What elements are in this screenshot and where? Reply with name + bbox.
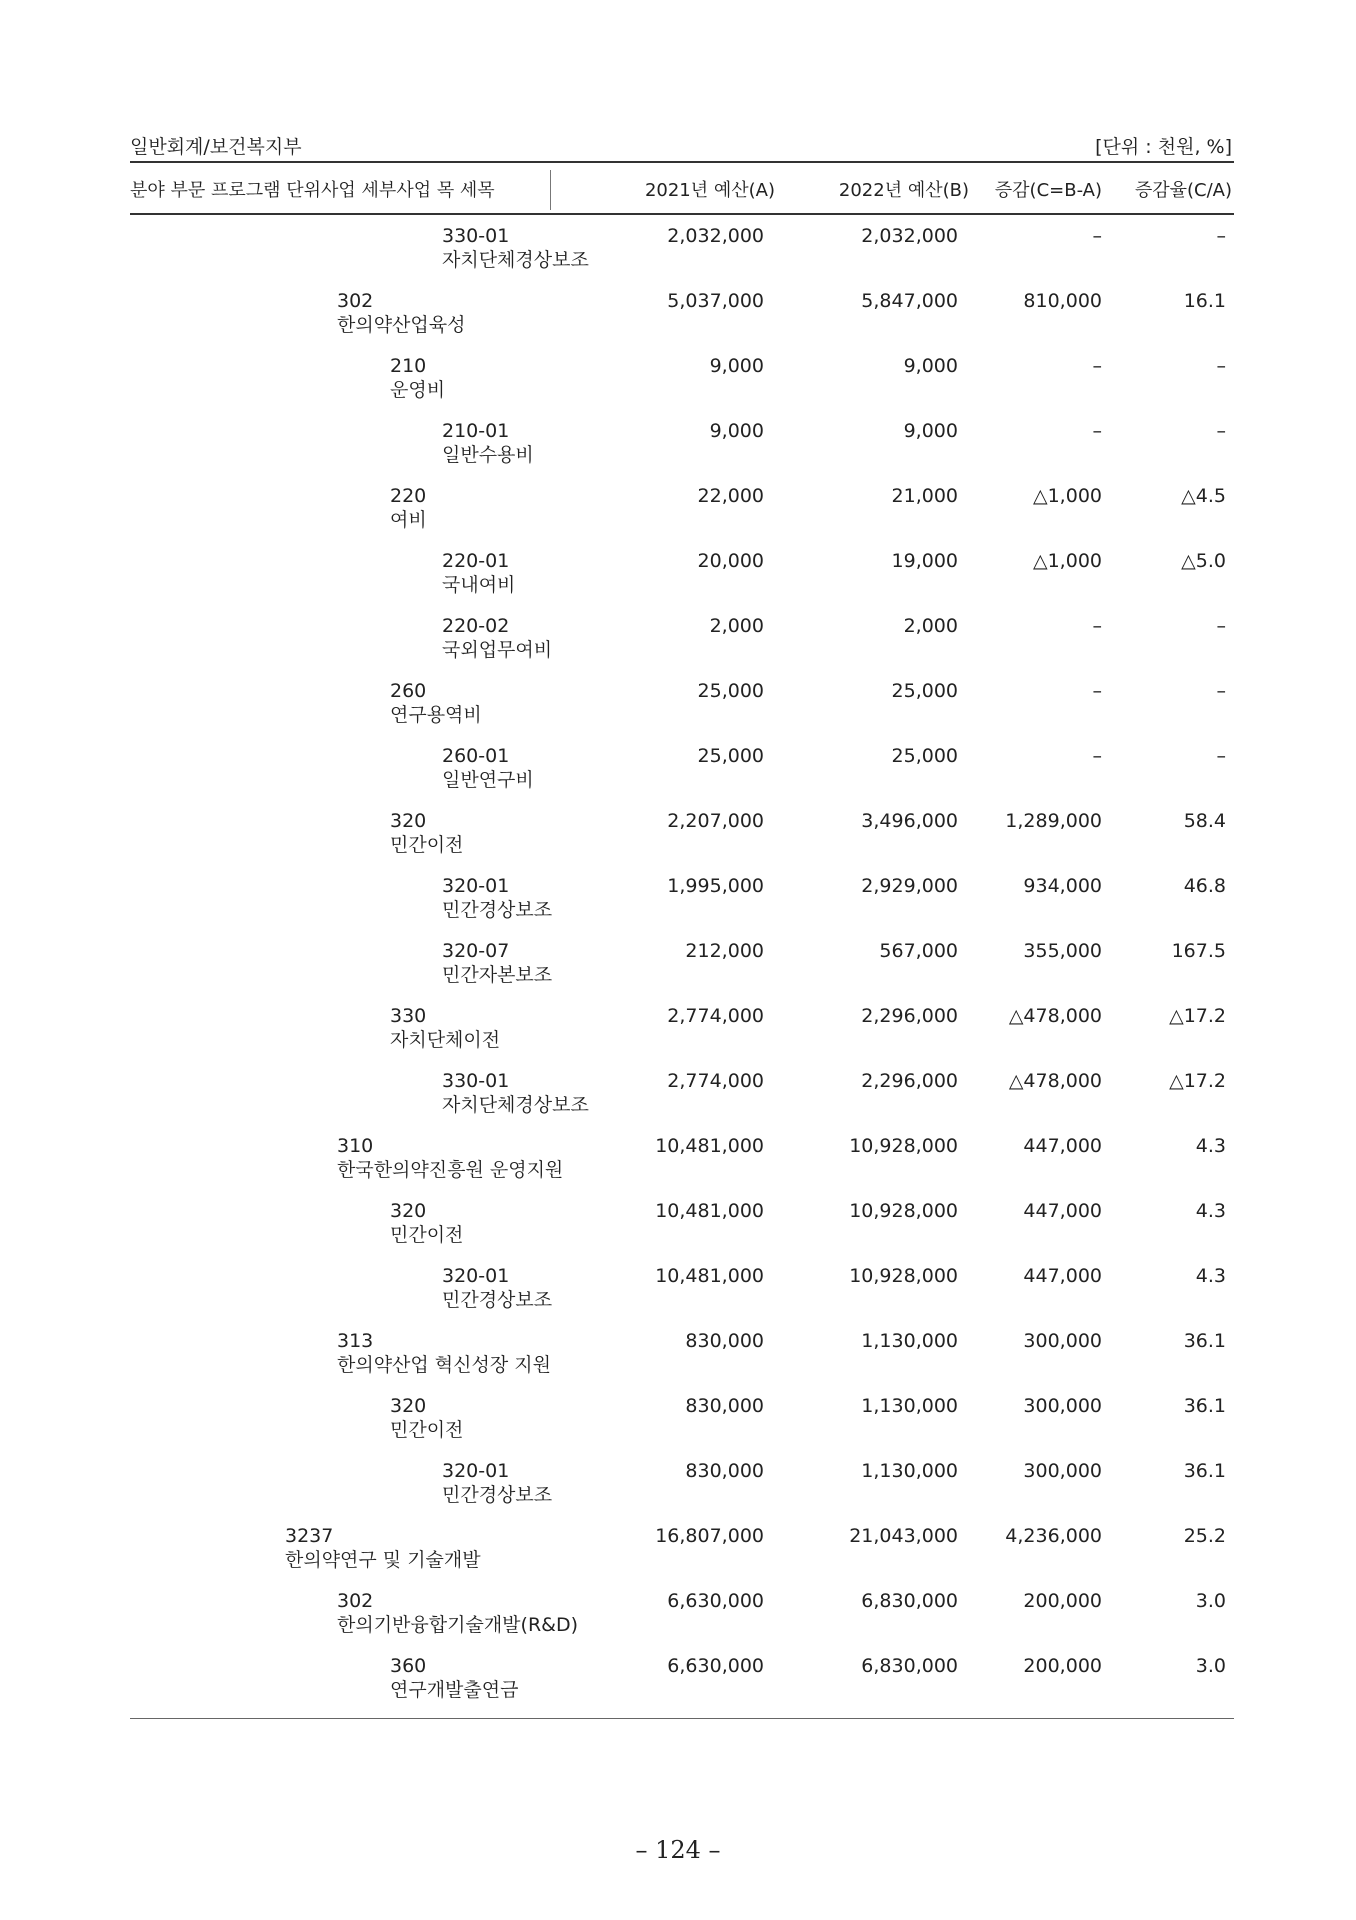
table-row	[0, 1460, 1356, 1520]
rate-cell: –	[1216, 615, 1226, 637]
budget-2022-cell: 9,000	[903, 420, 958, 442]
table-row	[0, 355, 1356, 415]
rate-cell: 36.1	[1183, 1395, 1226, 1417]
budget-2021-cell: 2,032,000	[667, 225, 764, 247]
page-number: – 124 –	[635, 1836, 721, 1864]
item-label: 국내여비	[442, 574, 516, 596]
item-label: 일반연구비	[442, 769, 534, 791]
budget-2022-cell: 6,830,000	[861, 1655, 958, 1677]
item-code: 320-01	[442, 875, 510, 897]
table-row	[0, 225, 1356, 285]
table-bottom-rule	[130, 1718, 1234, 1719]
item-code: 320	[390, 810, 427, 832]
change-cell: –	[1092, 745, 1102, 767]
budget-2021-cell: 2,774,000	[667, 1005, 764, 1027]
budget-2022-cell: 2,000	[903, 615, 958, 637]
item-code: 302	[337, 1590, 374, 1612]
change-cell: –	[1092, 420, 1102, 442]
item-code: 320-01	[442, 1265, 510, 1287]
item-code: 210	[390, 355, 427, 377]
budget-2021-cell: 5,037,000	[667, 290, 764, 312]
rate-cell: 3.0	[1195, 1590, 1226, 1612]
item-label: 연구용역비	[390, 704, 482, 726]
item-code: 260-01	[442, 745, 510, 767]
item-label: 한의기반융합기술개발(R&D)	[337, 1614, 579, 1636]
budget-2021-cell: 10,481,000	[655, 1135, 764, 1157]
item-code: 320	[390, 1395, 427, 1417]
unit-note: [단위 : 천원, %]	[1095, 136, 1232, 158]
item-label: 민간자본보조	[442, 964, 553, 986]
item-label: 국외업무여비	[442, 639, 553, 661]
budget-2022-cell: 10,928,000	[849, 1265, 958, 1287]
item-code: 330-01	[442, 1070, 510, 1092]
budget-2022-cell: 25,000	[891, 680, 958, 702]
budget-2021-cell: 2,774,000	[667, 1070, 764, 1092]
column-header-2022: 2022년 예산(B)	[838, 180, 969, 201]
rate-cell: 36.1	[1183, 1330, 1226, 1352]
rate-cell: 46.8	[1183, 875, 1226, 897]
rate-cell: –	[1216, 680, 1226, 702]
table-row	[0, 1395, 1356, 1455]
item-code: 360	[390, 1655, 427, 1677]
table-row	[0, 745, 1356, 805]
item-code: 320-07	[442, 940, 510, 962]
item-label: 민간이전	[390, 1224, 464, 1246]
rate-cell: 4.3	[1195, 1200, 1226, 1222]
item-label: 한국한의약진흥원 운영지원	[337, 1159, 564, 1181]
rate-cell: –	[1216, 225, 1226, 247]
budget-2022-cell: 19,000	[891, 550, 958, 572]
change-cell: 934,000	[1023, 875, 1102, 897]
table-row	[0, 1200, 1356, 1260]
table-row	[0, 290, 1356, 350]
change-cell: 300,000	[1023, 1460, 1102, 1482]
table-row	[0, 615, 1356, 675]
budget-2021-cell: 9,000	[709, 355, 764, 377]
budget-2021-cell: 6,630,000	[667, 1655, 764, 1677]
budget-2022-cell: 6,830,000	[861, 1590, 958, 1612]
budget-2022-cell: 2,296,000	[861, 1070, 958, 1092]
column-header-rate: 증감율(C/A)	[1134, 180, 1232, 201]
rate-cell: 16.1	[1183, 290, 1226, 312]
change-cell: △1,000	[1032, 485, 1102, 507]
rate-cell: △4.5	[1181, 485, 1226, 507]
budget-2022-cell: 10,928,000	[849, 1135, 958, 1157]
item-label: 연구개발출연금	[390, 1679, 519, 1701]
change-cell: 200,000	[1023, 1655, 1102, 1677]
item-code: 320	[390, 1200, 427, 1222]
table-row	[0, 420, 1356, 480]
item-code: 3237	[285, 1525, 334, 1547]
budget-2021-cell: 16,807,000	[655, 1525, 764, 1547]
budget-2021-cell: 25,000	[697, 745, 764, 767]
table-row	[0, 1590, 1356, 1650]
item-label: 자치단체이전	[390, 1029, 501, 1051]
budget-2021-cell: 830,000	[685, 1395, 764, 1417]
table-row	[0, 1070, 1356, 1130]
budget-2022-cell: 567,000	[879, 940, 958, 962]
item-code: 302	[337, 290, 374, 312]
report-title: 일반회계/보건복지부	[130, 136, 302, 158]
change-cell: 300,000	[1023, 1395, 1102, 1417]
item-label: 한의약산업육성	[337, 314, 466, 336]
change-cell: 300,000	[1023, 1330, 1102, 1352]
change-cell: 447,000	[1023, 1200, 1102, 1222]
budget-2022-cell: 1,130,000	[861, 1395, 958, 1417]
table-row	[0, 810, 1356, 870]
item-code: 260	[390, 680, 427, 702]
item-code: 320-01	[442, 1460, 510, 1482]
budget-2021-cell: 10,481,000	[655, 1265, 764, 1287]
table-row	[0, 680, 1356, 740]
rate-cell: 58.4	[1183, 810, 1226, 832]
item-label: 자치단체경상보조	[442, 1094, 589, 1116]
change-cell: △1,000	[1032, 550, 1102, 572]
rate-cell: 4.3	[1195, 1135, 1226, 1157]
budget-2021-cell: 10,481,000	[655, 1200, 764, 1222]
budget-2022-cell: 2,929,000	[861, 875, 958, 897]
rate-cell: –	[1216, 745, 1226, 767]
item-code: 330-01	[442, 225, 510, 247]
item-label: 운영비	[390, 379, 446, 401]
budget-2021-cell: 830,000	[685, 1330, 764, 1352]
change-cell: –	[1092, 615, 1102, 637]
change-cell: 200,000	[1023, 1590, 1102, 1612]
table-row	[0, 1265, 1356, 1325]
rate-cell: 25.2	[1183, 1525, 1226, 1547]
rate-cell: 36.1	[1183, 1460, 1226, 1482]
table-row	[0, 940, 1356, 1000]
item-label: 민간이전	[390, 834, 464, 856]
budget-2022-cell: 1,130,000	[861, 1460, 958, 1482]
budget-2021-cell: 22,000	[697, 485, 764, 507]
rate-cell: 4.3	[1195, 1265, 1226, 1287]
budget-2021-cell: 9,000	[709, 420, 764, 442]
rate-cell: △5.0	[1181, 550, 1226, 572]
table-row	[0, 1005, 1356, 1065]
table-top-rule	[130, 161, 1234, 163]
budget-2021-cell: 20,000	[697, 550, 764, 572]
header-bottom-rule	[130, 213, 1234, 215]
budget-2022-cell: 5,847,000	[861, 290, 958, 312]
budget-2022-cell: 3,496,000	[861, 810, 958, 832]
change-cell: 447,000	[1023, 1265, 1102, 1287]
item-label: 일반수용비	[442, 444, 534, 466]
item-label: 한의약연구 및 기술개발	[285, 1549, 481, 1571]
table-row	[0, 550, 1356, 610]
budget-2021-cell: 6,630,000	[667, 1590, 764, 1612]
budget-2021-cell: 2,000	[709, 615, 764, 637]
rate-cell: 167.5	[1171, 940, 1226, 962]
change-cell: 447,000	[1023, 1135, 1102, 1157]
rate-cell: △17.2	[1169, 1005, 1226, 1027]
item-label: 민간경상보조	[442, 1484, 553, 1506]
item-label: 민간이전	[390, 1419, 464, 1441]
change-cell: 4,236,000	[1005, 1525, 1102, 1547]
budget-2022-cell: 2,032,000	[861, 225, 958, 247]
item-label: 한의약산업 혁신성장 지원	[337, 1354, 551, 1376]
budget-2022-cell: 21,043,000	[849, 1525, 958, 1547]
column-header-2021: 2021년 예산(A)	[644, 180, 775, 201]
budget-2022-cell: 10,928,000	[849, 1200, 958, 1222]
column-header-divider	[550, 170, 551, 210]
rate-cell: △17.2	[1169, 1070, 1226, 1092]
change-cell: 355,000	[1023, 940, 1102, 962]
change-cell: △478,000	[1008, 1070, 1102, 1092]
table-row	[0, 875, 1356, 935]
rate-cell: 3.0	[1195, 1655, 1226, 1677]
table-row	[0, 1655, 1356, 1715]
budget-2021-cell: 2,207,000	[667, 810, 764, 832]
table-row	[0, 1135, 1356, 1195]
budget-2022-cell: 1,130,000	[861, 1330, 958, 1352]
rate-cell: –	[1216, 420, 1226, 442]
item-label: 민간경상보조	[442, 899, 553, 921]
budget-2022-cell: 25,000	[891, 745, 958, 767]
change-cell: △478,000	[1008, 1005, 1102, 1027]
budget-2021-cell: 830,000	[685, 1460, 764, 1482]
change-cell: 1,289,000	[1005, 810, 1102, 832]
item-code: 220-02	[442, 615, 510, 637]
table-row	[0, 1525, 1356, 1585]
item-label: 민간경상보조	[442, 1289, 553, 1311]
item-label: 자치단체경상보조	[442, 249, 589, 271]
rate-cell: –	[1216, 355, 1226, 377]
budget-2022-cell: 21,000	[891, 485, 958, 507]
item-code: 313	[337, 1330, 374, 1352]
change-cell: –	[1092, 680, 1102, 702]
change-cell: –	[1092, 225, 1102, 247]
change-cell: –	[1092, 355, 1102, 377]
item-label: 여비	[390, 509, 427, 531]
budget-2022-cell: 2,296,000	[861, 1005, 958, 1027]
column-header-name: 분야 부문 프로그램 단위사업 세부사업 목 세목	[130, 180, 495, 201]
item-code: 310	[337, 1135, 374, 1157]
column-header-change: 증감(C=B-A)	[994, 180, 1102, 201]
item-code: 330	[390, 1005, 427, 1027]
budget-2021-cell: 25,000	[697, 680, 764, 702]
change-cell: 810,000	[1023, 290, 1102, 312]
table-row	[0, 485, 1356, 545]
item-code: 210-01	[442, 420, 510, 442]
item-code: 220	[390, 485, 427, 507]
budget-2021-cell: 1,995,000	[667, 875, 764, 897]
item-code: 220-01	[442, 550, 510, 572]
table-row	[0, 1330, 1356, 1390]
budget-2022-cell: 9,000	[903, 355, 958, 377]
budget-2021-cell: 212,000	[685, 940, 764, 962]
